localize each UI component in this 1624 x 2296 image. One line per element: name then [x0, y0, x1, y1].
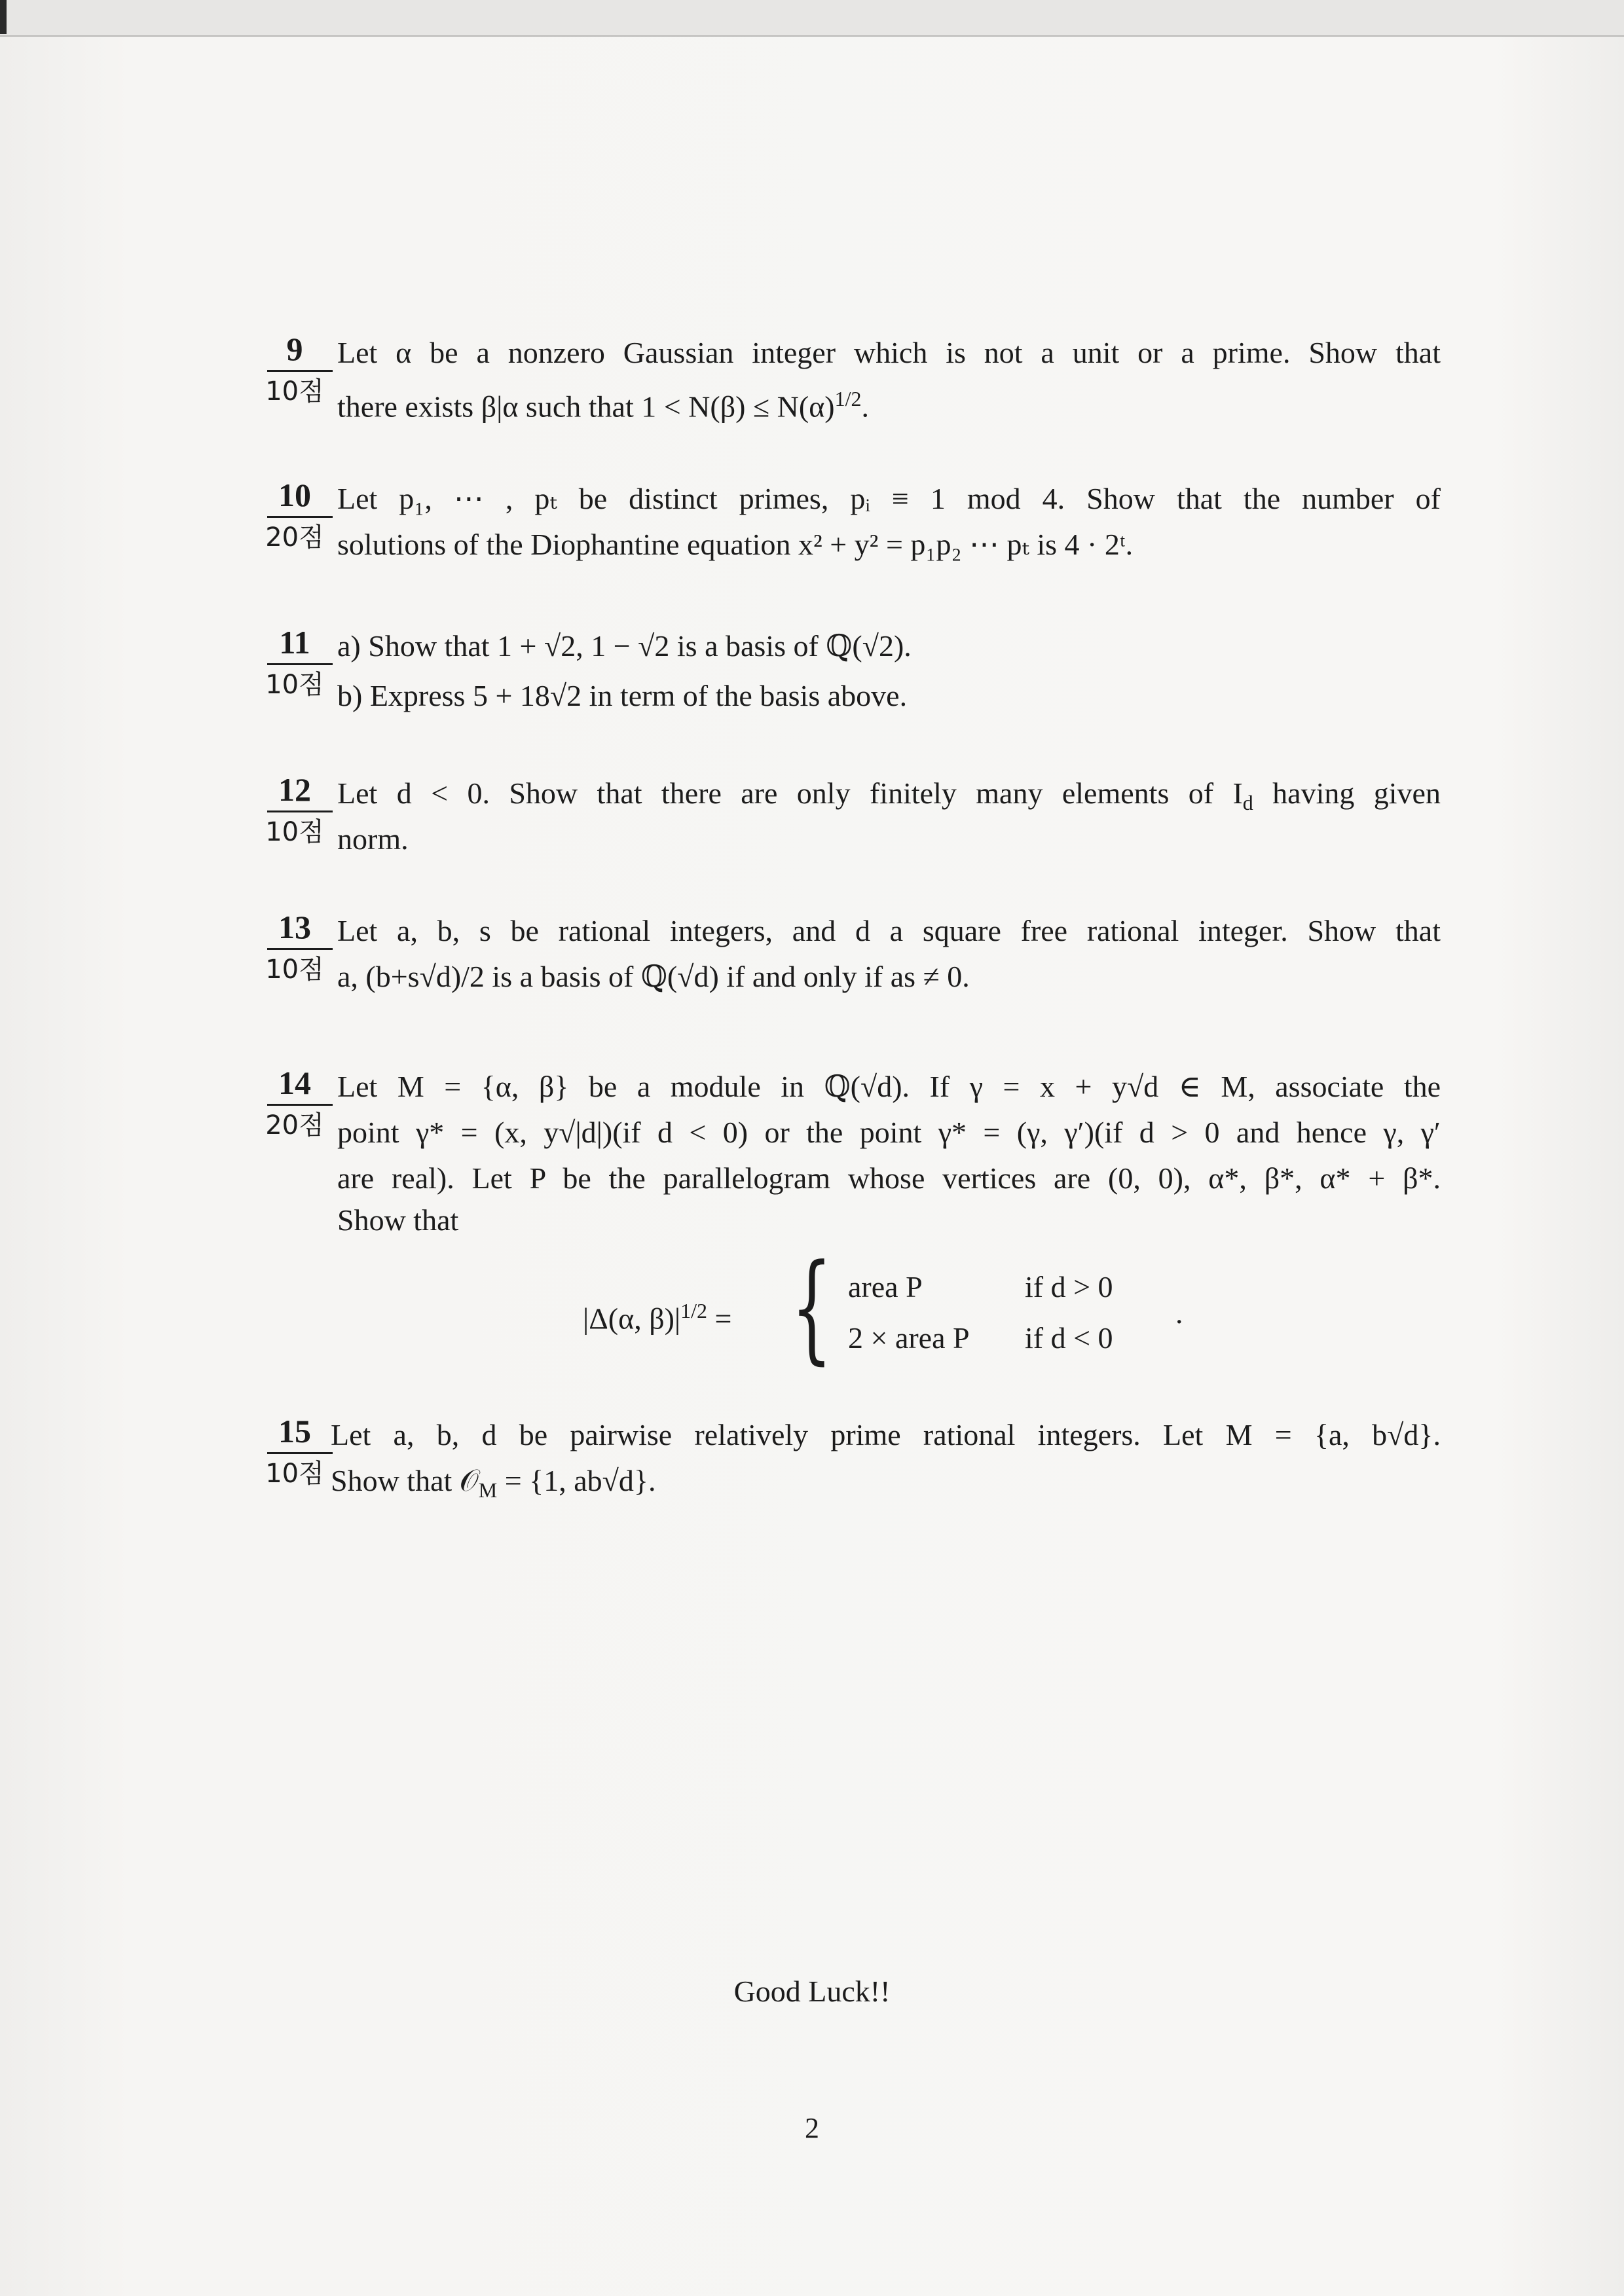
problem-text-line: Let d < 0. Show that there are only finitely many elements of $I_d$ having given — [337, 776, 1441, 815]
problem-text-line: Let a, b, s be rational integers, and d a square free rational integer. Show that — [337, 914, 1441, 947]
scanner-top-edge — [0, 0, 1624, 37]
problem-points: 10점 — [265, 1459, 324, 1489]
problem-text-line: Let p₁, ⋯ , pₜ be distinct primes, pᵢ ≡ 1 mod 4. Show that the number of — [337, 482, 1441, 515]
problem-number: 11 — [279, 624, 310, 661]
number-underline — [267, 370, 333, 372]
problem-points: 20점 — [265, 1110, 324, 1140]
problem-number: 13 — [278, 909, 311, 945]
problem-points: 10점 — [265, 817, 324, 847]
problem-text-line: a) Show that 1 + √2, 1 − √2 is a basis of ℚ(√2). — [337, 629, 912, 663]
problem-number: 9 — [286, 331, 303, 367]
problem-text-line: Show that — [337, 1203, 459, 1237]
problem-text-line: b) Express 5 + 18√2 in term of the basis above. — [337, 679, 908, 712]
problem-points: 10점 — [265, 670, 324, 700]
left-brace: { — [791, 1239, 832, 1376]
formula-case1-value: area P — [848, 1270, 923, 1303]
problem-text-line: solutions of the Diophantine equation x² + y² = p₁p₂ ⋯ pₜ is 4 · 2ᵗ. — [337, 528, 1134, 561]
problem-text-line: Let a, b, d be pairwise relatively prime rational integers. Let M = {a, b√d}. — [331, 1418, 1441, 1451]
problem-number: 15 — [278, 1413, 311, 1449]
closing-message: Good Luck!! — [733, 1975, 891, 2008]
problem-text-line: point γ* = (x, y√|d|)(if d < 0) or the point γ* = (γ, γ′)(if d > 0 and hence γ, γ′ — [337, 1116, 1441, 1149]
problem-text-line: Show that 𝒪$_M$ = {1, ab√d}. — [331, 1464, 656, 1503]
problem-text-line: norm. — [337, 822, 409, 856]
number-underline — [267, 1104, 333, 1106]
problem-number: 10 — [278, 477, 311, 513]
formula-lhs: |Δ(α, $\beta)|^{1/2}$ = — [583, 1299, 732, 1336]
number-underline — [267, 516, 333, 518]
page-number: 2 — [805, 2112, 819, 2144]
problem-text-line: are real). Let P be the parallelogram whose vertices are (0, 0), α*, β*, α* + β*. — [337, 1161, 1441, 1195]
formula-case2-condition: if d < 0 — [1025, 1321, 1113, 1355]
formula-case2-value: 2 × area P — [848, 1321, 970, 1355]
scan-corner-mark — [0, 0, 7, 34]
problem-points: 20점 — [265, 522, 324, 553]
number-underline — [267, 1452, 333, 1454]
number-underline — [267, 948, 333, 950]
problem-points: 10점 — [265, 955, 324, 985]
problem-number: 12 — [278, 771, 311, 808]
number-underline — [267, 811, 333, 812]
formula-case1-condition: if d > 0 — [1025, 1270, 1113, 1303]
problem-text-line: Let α be a nonzero Gaussian integer which is not a unit or a prime. Show that — [337, 336, 1441, 369]
problem-points: 10점 — [265, 376, 324, 407]
problem-number: 14 — [278, 1065, 311, 1101]
problem-text-line: there exists β|α such that $1 < N(\beta) \le N(\alpha)^{1/2}$. — [337, 387, 870, 424]
piecewise-formula — [255, 1239, 1441, 1379]
formula-trailing-period: . — [1175, 1296, 1183, 1330]
number-underline — [267, 663, 333, 665]
problem-text-line: Let M = {α, β} be a module in ℚ(√d). If γ = x + y√d ∈ M, associate the — [337, 1070, 1441, 1103]
problem-text-line: a, (b+s√d)/2 is a basis of ℚ(√d) if and only if as ≠ 0. — [337, 960, 970, 993]
